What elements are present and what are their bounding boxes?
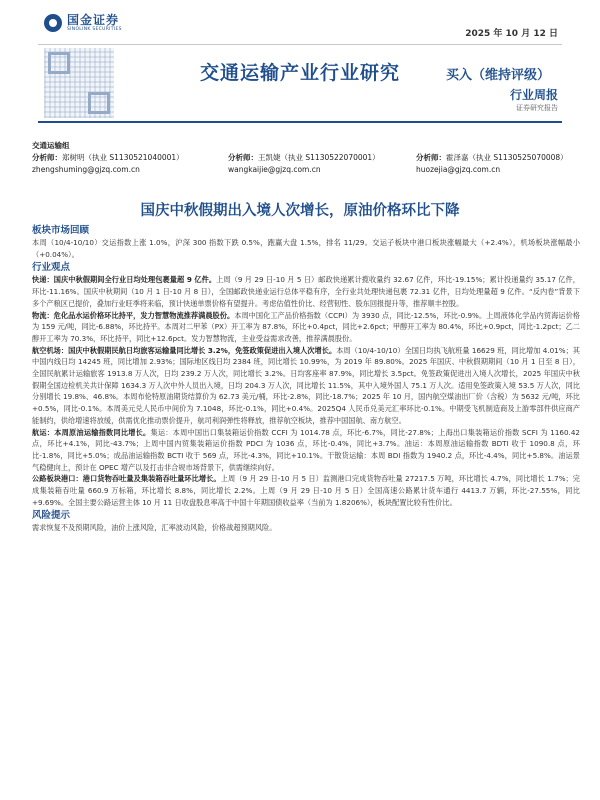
risk-paragraph: 需求恢复不及预期风险，油价上涨风险，汇率波动风险，价格战超预期风险。 <box>32 523 277 533</box>
ports-lead: 公路板块港口：港口货物吞吐量及集装箱吞吐量环比增长。 <box>32 474 221 484</box>
analyst-name: 霍泽嘉（执业 S1130525070008） <box>446 153 568 162</box>
report-type: 行业周报 <box>509 88 558 102</box>
logo-mark-icon <box>44 14 62 32</box>
report-subtype: 证券研究报告 <box>516 104 558 112</box>
logistics-paragraph <box>32 310 580 345</box>
ports-text: 上周（9 月 29 日-10 月 5 日）监测港口完成货物吞吐量 27217.5 万吨，环比增长 4.7%，同比增长 1.7%；完成集装箱吞吐量 660.9 万标箱，环比增长 8.8%，同比增长 2.2%。上周（9 月 29 日-10 月 5 日）全国高速公路累计货车通行 4413.7 万辆，环比-27.55%，同比+9.69%。全国主要公路运营主体 10 月 11 日收盘股息率高于中国十年期国债收益率（当前为 1.8206%），板块配置比较有性价比。 <box>32 474 580 507</box>
analyst-names-row <box>32 152 572 164</box>
rating-label: 买入（维持评级） <box>445 68 550 83</box>
company-logo <box>44 14 122 33</box>
section-title-risk: 风险提示 <box>32 510 71 522</box>
logistics-text: 本周中国化工产品价格指数（CCPI）为 3930 点，同比-12.5%，环比-0.9%。上周液体化学品内贸海运价格为 159 元/吨，同比-6.88%，环比持平。本周对二甲苯（PX）开工率为 87.8%，环比+0.4pct，同比+2.6pct；甲醇开工率为 80.4%，环比+0.9pct，同比-1.2pct；乙二醇开工率为 70.3%，环比持平，同比+12.6pct。发力智慧物流，主业受益需求改善，推荐满晨股份。 <box>32 310 580 343</box>
report-body <box>32 223 580 534</box>
analyst-name: 王凯婕（执业 S1130522070001） <box>258 153 380 162</box>
section-title-views: 行业观点 <box>32 262 71 274</box>
section-title-review: 板块市场回顾 <box>32 225 90 236</box>
analyst-label: 分析师： <box>416 153 446 162</box>
logo-en-text: SINOLINK SECURITIES <box>67 27 122 32</box>
logo-cn-text: 国金证券 <box>67 13 120 27</box>
main-title: 国庆中秋假期出入境人次增长，原油价格环比下降 <box>140 203 460 219</box>
analyst-label: 分析师： <box>228 153 258 162</box>
analyst-group: 交通运输组 <box>32 141 70 150</box>
analyst-block <box>32 140 572 176</box>
shipping-paragraph <box>32 427 580 474</box>
shipping-lead: 航运：本周原油运输指数同比增长。 <box>32 427 151 437</box>
analyst-name: 郑树明（执业 S1130521040001） <box>62 153 184 162</box>
top-divider <box>38 44 562 45</box>
analyst-label: 分析师： <box>32 153 62 162</box>
analyst-email[interactable]: zhengshuming@gjzq.com.cn <box>32 165 140 174</box>
aviation-lead: 航空机场：国庆中秋假期民航日均旅客运输量同比增长 3.2%，免签政策促进出入境人次增长。 <box>32 345 337 355</box>
express-paragraph <box>32 274 580 309</box>
analyst-emails-row <box>32 164 572 176</box>
express-lead: 快递：国庆中秋假期间全行业日均处理包裹量超 9 亿件。 <box>32 275 217 285</box>
ports-paragraph <box>32 473 580 508</box>
review-paragraph: 本周（10/4-10/10）交运指数上涨 1.0%，沪深 300 指数下跌 0.5%，跑赢大盘 1.5%，排名 11/29。交运子板块中港口板块涨幅最大（+2.4%），机场板块涨幅最小（+0.04%）。 <box>32 238 580 259</box>
analyst-email[interactable]: wangkaijie@gjzq.com.cn <box>228 165 321 174</box>
report-series-title: 交通运输产业行业研究 <box>199 62 400 84</box>
aviation-paragraph <box>32 345 580 427</box>
aviation-text: 本周（10/4-10/10）全国日均执飞航班量 16629 班，同比增加 4.01%；其中国内线日均 14245 班，同比增加 2.93%；国际地区线日均 2384 班，同比增长 10.99%，为 2019 年 89.80%。2025 年国庆、中秋假期期间（10 月 1 日至 8 日），全国民航累计运输旅客 1913.8 万人次，日均 239.2 万人次，同比增长 3.2%。日均客座率 87.9%，同比增长 3.5pct。免签政策促进出入境人次增长，2025 年国庆中秋假期全国边检机关共计保障 1634.3 万人次中外人员出入境，日均 204.3 万人次，同比增长 11.5%，其中入境外国人 75.1 万人次。适用免签政策入境 53.5 万人次，同比分别增长 19.8%、46.8%。本周布伦特原油期货结算价为 62.73 美元/桶，环比-2.8%，同比-18.7%；2025 年 10 月，国内航空煤油出厂价（含税）为 5632 元/吨，环比+0.5%，同比-0.1%。本周美元兑人民币中间价为 7.1048，环比-0.1%，同比+0.4%。2025Q4 人民币兑美元汇率环比-0.1%。中期受飞机制造商及上游零部件供应商产能制约，供给增速将放缓，供需优化推动票价提升，航司利润弹性将释放，推荐航空板块，推荐中国国航、南方航空。 <box>32 345 580 425</box>
express-text: 上周（9 月 29 日-10 月 5 日）邮政快递累计揽收量约 32.67 亿件，环比-19.15%；累计投递量约 35.17 亿件，环比-11.16%。国庆中秋期间（10 月 1 日-10 月 8 日），全国邮政快递业运行总体平稳有序，全行业共处理快递包裹 72.31 亿件，日均处理量超 9 亿件。“反内卷”背景下多个产粮区已提价，叠加行业旺季将来临，预计快递单票价格有望提升。考虑估值性价比、经营韧性、股东回报提升等，推荐顺丰控股。 <box>32 275 580 308</box>
report-date: 2025 年 10 月 12 日 <box>465 29 558 39</box>
header-divider <box>38 121 562 123</box>
logistics-lead: 物流：危化品水运价格环比持平，发力智慧物流推荐满晨股份。 <box>32 310 235 320</box>
analyst-email[interactable]: huozejia@gjzq.com.cn <box>416 165 501 174</box>
shipping-text: 集运：本周中国出口集装箱运价指数 CCFI 为 1014.78 点，环比-6.7%，同比-27.8%；上海出口集装箱运价指数 SCFI 为 1160.42 点，环比+4.1%，同比-43.7%；上周中国内贸集装箱运价指数 PDCI 为 1036 点，环比-0.4%，同比+3.7%。油运：本周原油运输指数 BDTI 收于 1090.8 点，环比-1.8%，同比+5.0%；成品油运输指数 BCTI 收于 569 点，环比-4.3%，同比+10.1%。干散货运输：本周 BDI 指数为 1940.2 点，环比-4.4%，同比+5.8%。油运景气稳健向上，预计在 OPEC 增产以及打击非合规市场背景下，供需继续向好。 <box>32 427 580 472</box>
